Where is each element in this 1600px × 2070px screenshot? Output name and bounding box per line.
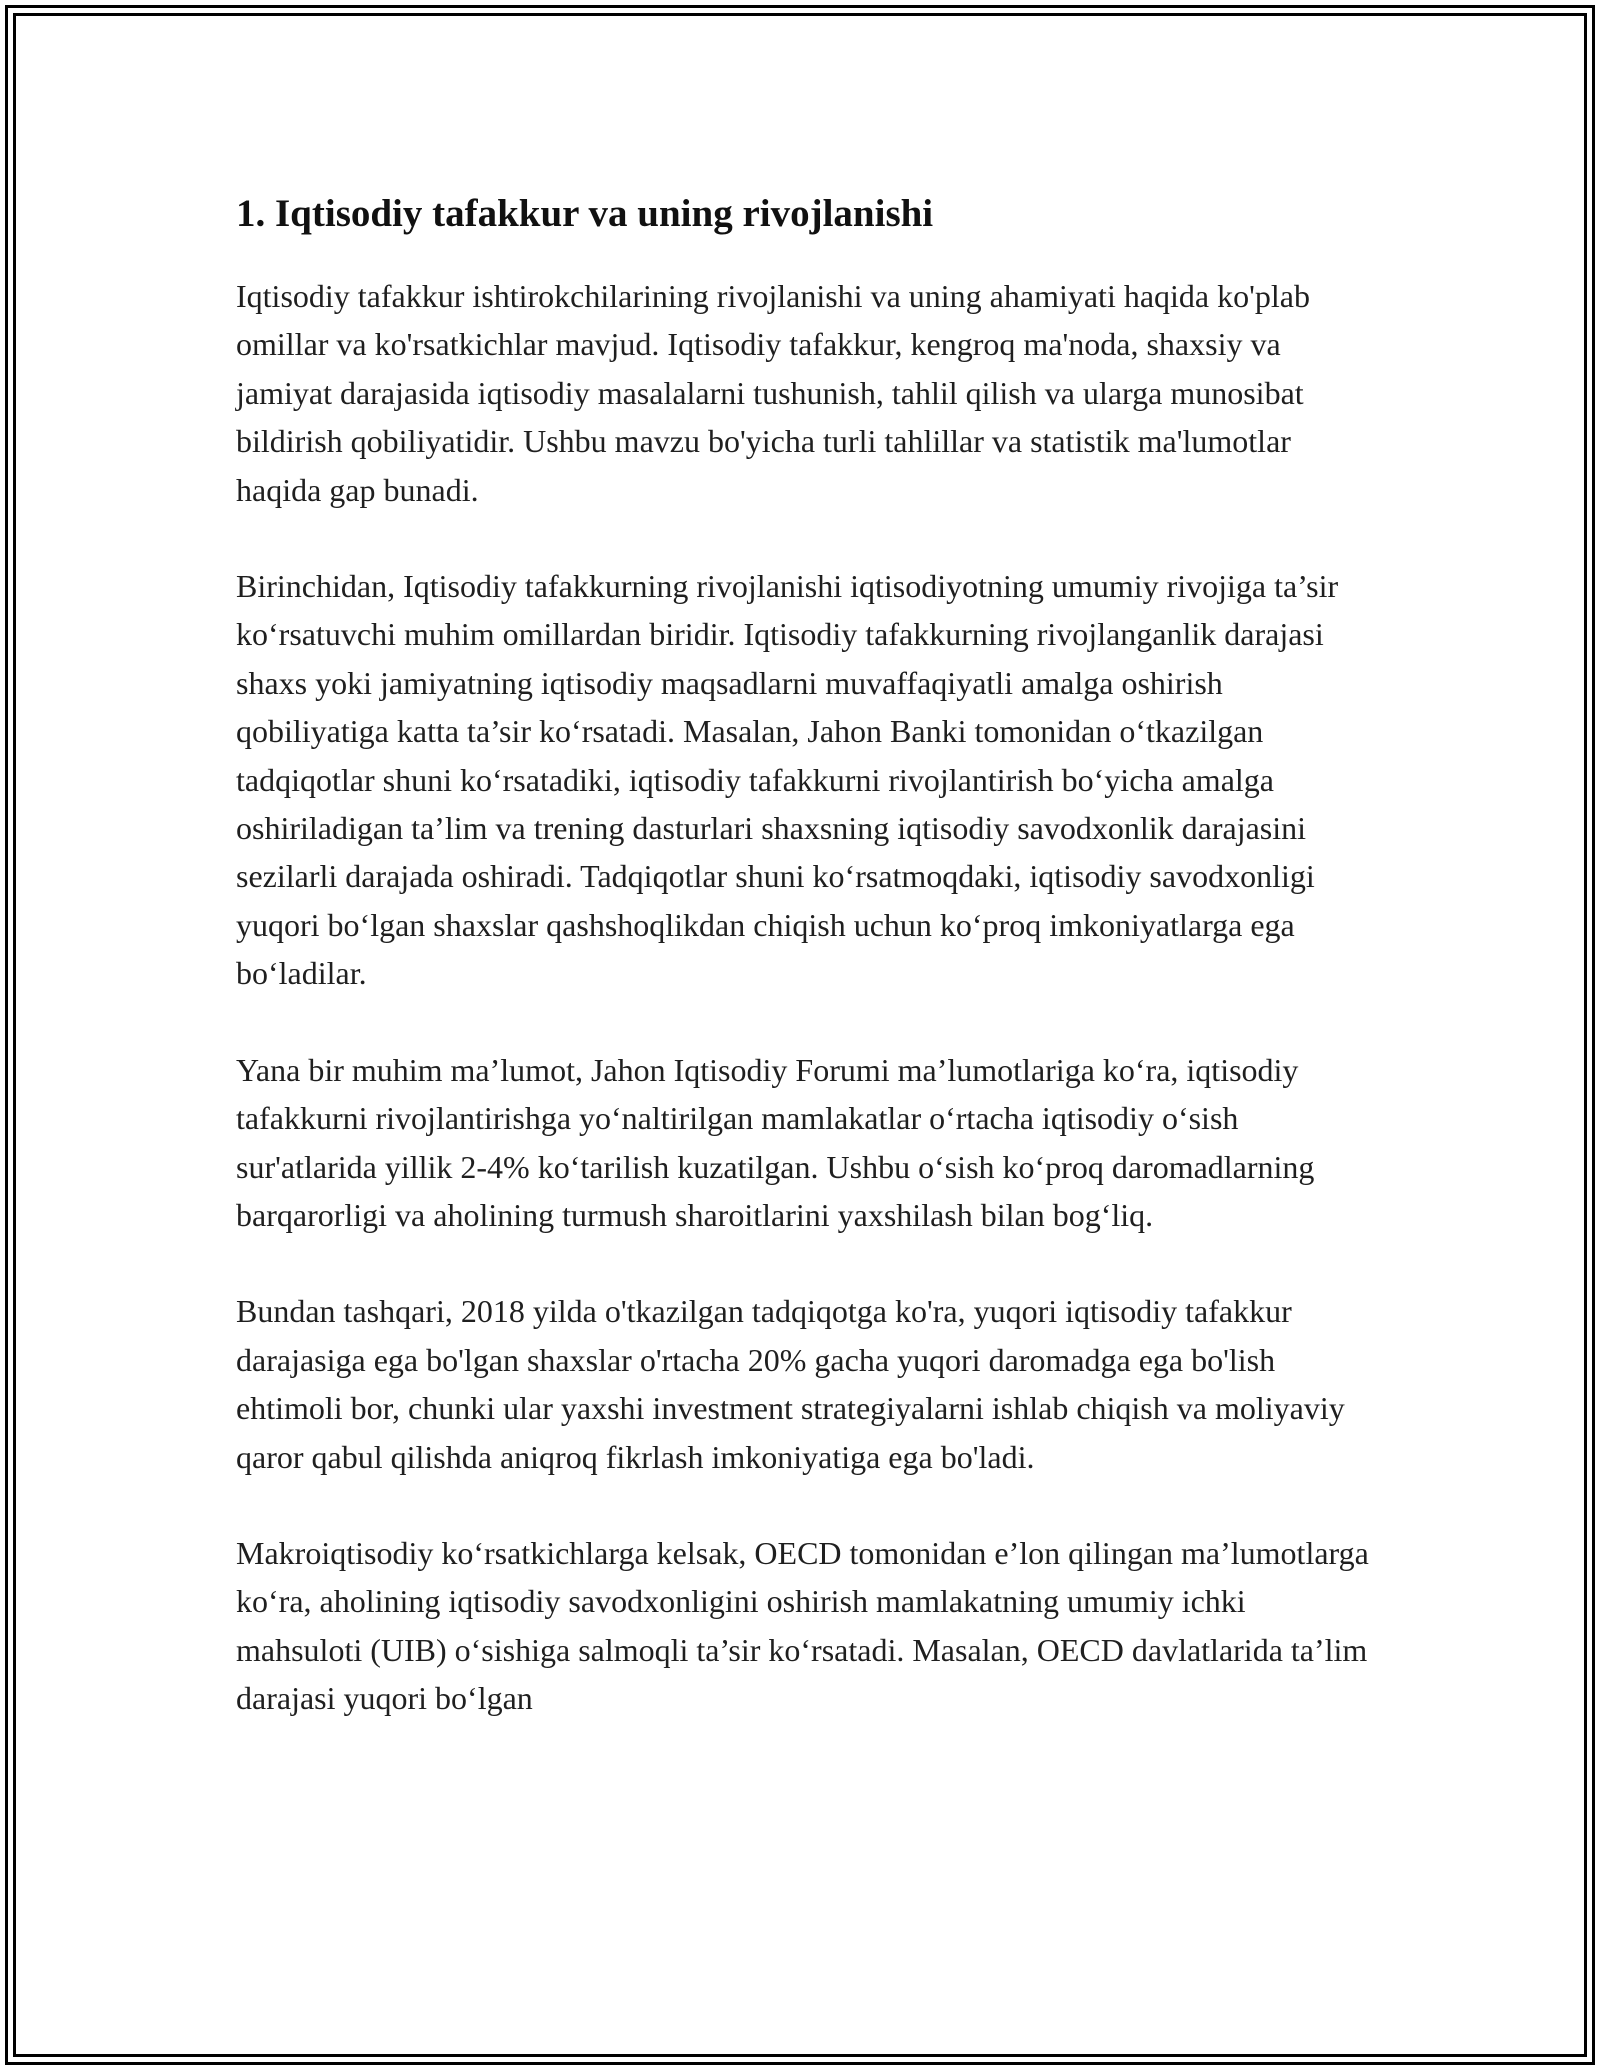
- paragraph-first-point: Birinchidan, Iqtisodiy tafakkurning rivojlanishi iqtisodiyotning umumiy rivojiga ta’sir ko‘rsatuvchi muhim omillardan biridir. Iqtisodiy tafakkurning rivojlanganlik darajasi shaxs yoki jamiyatning iqtisodiy maqsadlarni muvaffaqiyatli amalga oshirish qobiliyatiga katta ta’sir ko‘rsatadi. Masalan, Jahon Banki tomonidan o‘tkazilgan tadqiqotlar shuni ko‘rsatadiki, iqtisodiy tafakkurni rivojlantirish bo‘yicha amalga oshiriladigan ta’lim va trening dasturlari shaxsning iqtisodiy savodxonlik darajasini sezilarli darajada oshiradi. Tadqiqotlar shuni ko‘rsatmoqdaki, iqtisodiy savodxonligi yuqori bo‘lgan shaxslar qashshoqlikdan chiqish uchun ko‘proq imkoniyatlarga ega bo‘ladilar.: [236, 568, 1339, 992]
- document-body: [236, 186, 1376, 1771]
- section-heading: 1. Iqtisodiy tafakkur va uning rivojlanishi: [236, 192, 934, 235]
- paragraph-world-economic-forum: Yana bir muhim ma’lumot, Jahon Iqtisodiy Forumi ma’lumotlariga ko‘ra, iqtisodiy tafakkurni rivojlantirishga yo‘naltirilgan mamlakatlar o‘rtacha iqtisodiy o‘sish sur'atlarida yillik 2-4% ko‘tarilish kuzatilgan. Ushbu o‘sish ko‘proq daromadlarning barqarorligi va aholining turmush sharoitlarini yaxshilash bilan bog‘liq.: [236, 1051, 1315, 1233]
- paragraph-2018-study: Bundan tashqari, 2018 yilda o'tkazilgan tadqiqotga ko'ra, yuqori iqtisodiy tafakkur darajasiga ega bo'lgan shaxslar o'rtacha 20% gacha yuqori daromadga ega bo'lish ehtimoli bor, chunki ular yaxshi investment strategiyalarni ishlab chiqish va moliyaviy qaror qabul qilishda aniqroq fikrlash imkoniyatiga ega bo'ladi.: [236, 1293, 1345, 1475]
- paragraph-intro: Iqtisodiy tafakkur ishtirokchilarining rivojlanishi va uning ahamiyati haqida ko'plab omillar va ko'rsatkichlar mavjud. Iqtisodiy tafakkur, kengroq ma'noda, shaxsiy va jamiyat darajasida iqtisodiy masalalarni tushunish, tahlil qilish va ularga munosibat bildirish qobiliyatidir. Ushbu mavzu bo'yicha turli tahlillar va statistik ma'lumotlar haqida gap bunadi.: [236, 278, 1310, 508]
- paragraph-macroeconomic: Makroiqtisodiy ko‘rsatkichlarga kelsak, OECD tomonidan e’lon qilingan ma’lumotlarga ko‘ra, aholining iqtisodiy savodxonligini oshirish mamlakatning umumiy ichki mahsuloti (UIB) o‘sishiga salmoqli ta’sir ko‘rsatadi. Masalan, OECD davlatlarida ta’lim darajasi yuqori bo‘lgan: [236, 1534, 1369, 1717]
